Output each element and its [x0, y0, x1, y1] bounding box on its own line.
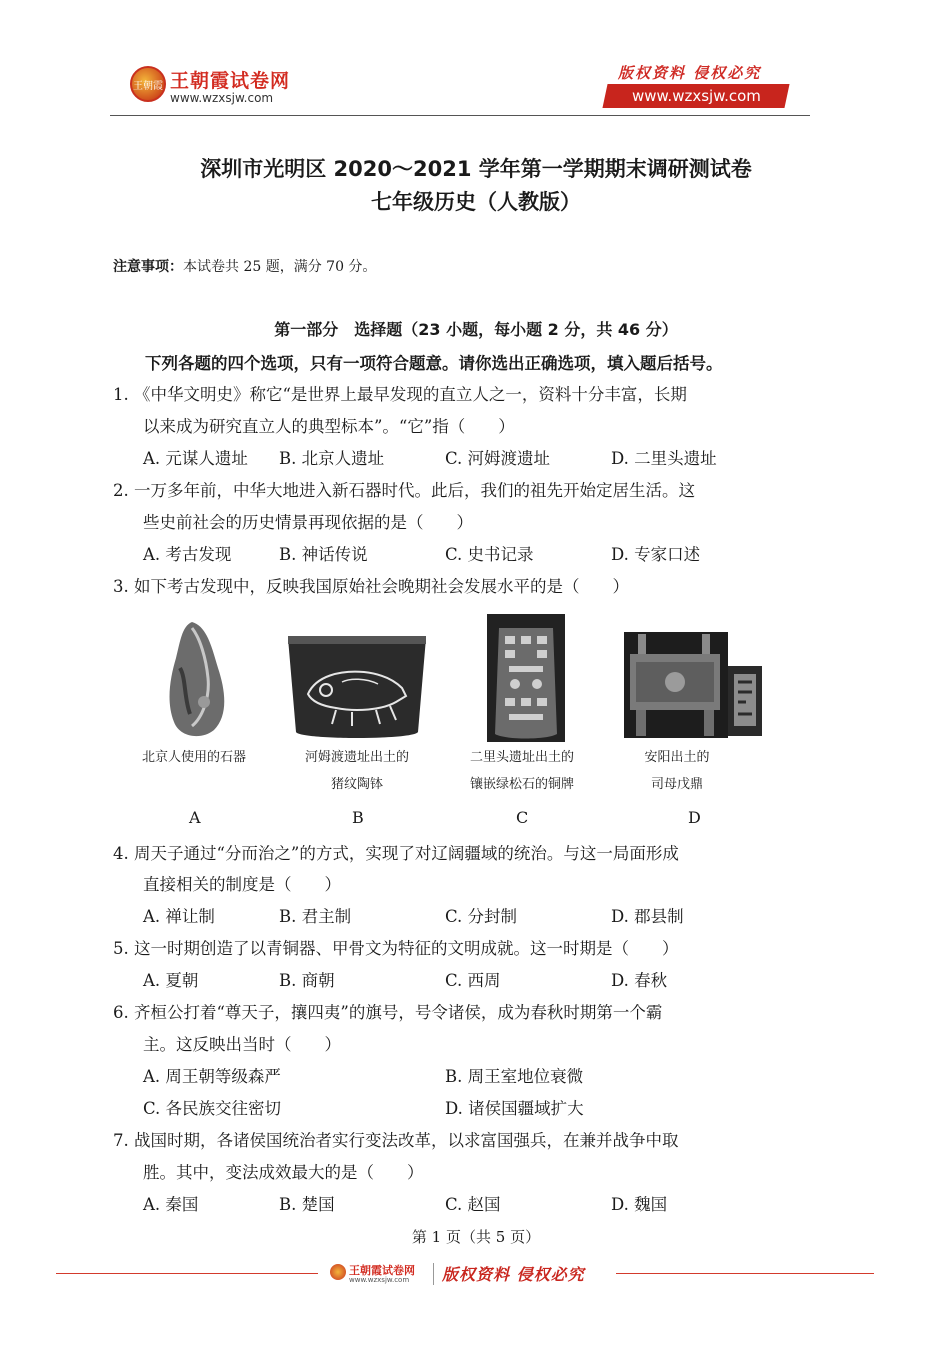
question-1-line-1: 1. 《中华文明史》称它“是世界上最早发现的直立人之一，资料十分丰富，长期	[113, 385, 687, 404]
question-7-line-2: 胜。其中，变法成效最大的是（ ）	[143, 1163, 424, 1182]
header-divider	[110, 115, 810, 116]
question-2-option-c: C. 史书记录	[445, 545, 534, 564]
brand-logo-icon: 王朝霞	[130, 66, 166, 102]
question-1-option-b: B. 北京人遗址	[279, 449, 385, 468]
question-7-option-b: B. 楚国	[279, 1195, 335, 1214]
footer-brand-name: 王朝霞试卷网	[349, 1264, 415, 1277]
question-5-option-a: A. 夏朝	[143, 971, 199, 990]
picture-b-caption: 河姆渡遗址出土的 猪纹陶钵	[304, 750, 409, 792]
question-1-option-d: D. 二里头遗址	[611, 449, 717, 468]
question-2-option-b: B. 神话传说	[279, 545, 368, 564]
picture-d-caption: 安阳出土的 司母戊鼎	[644, 750, 710, 792]
footer-brand-url: www.wzxsjw.com	[349, 1276, 410, 1284]
question-1-line-2: 以来成为研究直立人的典型标本”。“它”指（ ）	[143, 417, 515, 436]
picture-d-letter: D	[688, 808, 701, 827]
part-heading: 第一部分 选择题（23 小题，每小题 2 分，共 46 分）	[274, 320, 678, 339]
question-1-option-a: A. 元谋人遗址	[143, 449, 248, 468]
question-6-option-a: A. 周王朝等级森严	[143, 1067, 281, 1086]
notice-text: 本试卷共 25 题，满分 70 分。	[183, 259, 377, 275]
question-4-option-b: B. 君主制	[279, 907, 352, 926]
question-4-line-2: 直接相关的制度是（ ）	[143, 875, 341, 894]
footer-rule-right	[616, 1273, 874, 1274]
brand-name: 王朝霞试卷网	[170, 70, 291, 92]
picture-a-letter: A	[189, 808, 201, 827]
question-6-line-2: 主。这反映出当时（ ）	[143, 1035, 341, 1054]
question-4-line-1: 4. 周天子通过“分而治之”的方式，实现了对辽阔疆域的统治。与这一局面形成	[113, 844, 679, 863]
footer-logo-icon	[330, 1264, 346, 1280]
question-1-option-c: C. 河姆渡遗址	[445, 449, 551, 468]
pottery-bowl-image	[286, 632, 428, 742]
url-banner: www.wzxsjw.com	[602, 84, 789, 108]
question-7-option-d: D. 魏国	[611, 1195, 668, 1214]
brand-url: www.wzxsjw.com	[170, 91, 274, 105]
question-2-option-a: A. 考古发现	[143, 545, 232, 564]
footer-rule-left	[56, 1273, 318, 1274]
question-2-option-d: D. 专家口述	[611, 545, 701, 564]
question-6-line-1: 6. 齐桓公打着“尊天子，攘四夷”的旗号，号令诸侯，成为春秋时期第一个霸	[113, 1003, 663, 1022]
bronze-ding-image	[624, 632, 764, 738]
question-5-option-c: C. 西周	[445, 971, 501, 990]
question-6-option-b: B. 周王室地位衰微	[445, 1067, 584, 1086]
question-5-option-b: B. 商朝	[279, 971, 335, 990]
picture-c-letter: C	[516, 808, 529, 827]
footer-copyright: 版权资料 侵权必究	[442, 1265, 585, 1284]
notice	[113, 256, 376, 276]
exam-subtitle: 七年级历史（人教版）	[371, 190, 581, 214]
question-7-option-c: C. 赵国	[445, 1195, 501, 1214]
question-4-option-d: D. 郡县制	[611, 907, 684, 926]
question-5-line-1: 5. 这一时期创造了以青铜器、甲骨文为特征的文明成就。这一时期是（ ）	[113, 939, 679, 958]
bronze-plaque-image	[487, 614, 565, 742]
copyright-notice: 版权资料 侵权必究	[618, 64, 762, 82]
notice-label: 注意事项：	[113, 259, 183, 275]
part-instruction: 下列各题的四个选项，只有一项符合题意。请你选出正确选项，填入题后括号。	[145, 354, 723, 373]
question-7-line-1: 7. 战国时期，各诸侯国统治者实行变法改革，以求富国强兵，在兼并战争中取	[113, 1131, 679, 1150]
picture-c-caption: 二里头遗址出土的 镶嵌绿松石的铜牌	[469, 750, 574, 792]
picture-b-letter: B	[352, 808, 364, 827]
exam-title: 深圳市光明区 2020～2021 学年第一学期期末调研测试卷	[200, 157, 752, 181]
question-2-line-1: 2. 一万多年前，中华大地进入新石器时代。此后，我们的祖先开始定居生活。这	[113, 481, 695, 500]
question-7-option-a: A. 秦国	[143, 1195, 199, 1214]
page-number: 第 1 页（共 5 页）	[411, 1228, 541, 1246]
stone-tool-image	[162, 618, 232, 740]
question-6-option-c: C. 各民族交往密切	[143, 1099, 282, 1118]
question-6-option-d: D. 诸侯国疆域扩大	[445, 1099, 584, 1118]
question-4-option-a: A. 禅让制	[143, 907, 215, 926]
question-2-line-2: 些史前社会的历史情景再现依据的是（ ）	[143, 513, 473, 532]
question-4-option-c: C. 分封制	[445, 907, 518, 926]
question-3-line-1: 3. 如下考古发现中，反映我国原始社会晚期社会发展水平的是（ ）	[113, 577, 629, 596]
question-5-option-d: D. 春秋	[611, 971, 668, 990]
picture-a-caption: 北京人使用的石器	[141, 750, 246, 765]
footer-separator	[433, 1263, 434, 1285]
